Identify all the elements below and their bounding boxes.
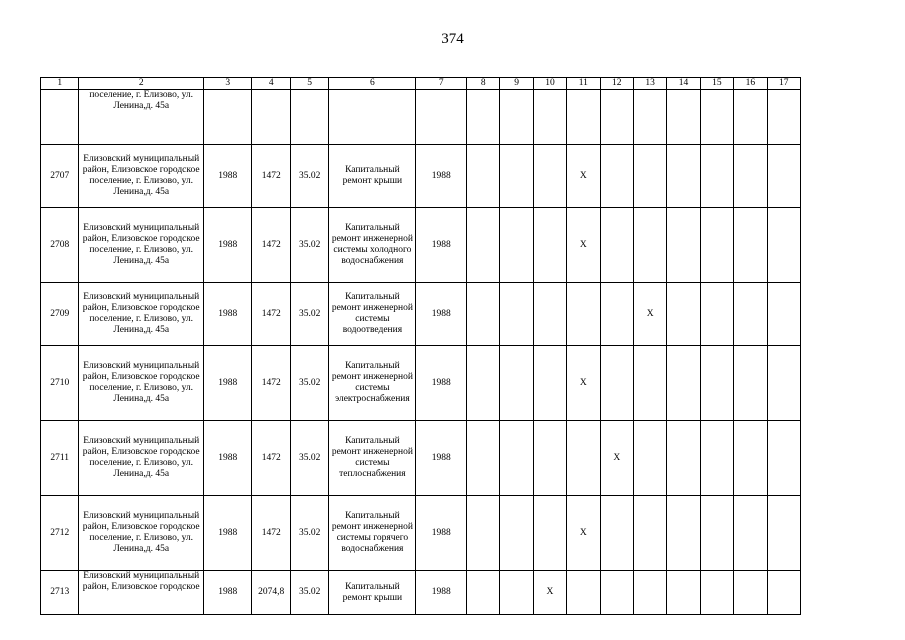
build-year-cell: 1988 xyxy=(203,346,252,421)
mark-cell-col-9 xyxy=(500,208,533,283)
column-header-5: 5 xyxy=(290,78,328,90)
mark-cell-col-17 xyxy=(767,346,800,421)
build-year-cell: 1988 xyxy=(203,208,252,283)
mark-cell-col-17 xyxy=(767,496,800,571)
code-cell: 35.02 xyxy=(290,346,328,421)
mark-cell-col-16 xyxy=(734,496,767,571)
address-cell: Елизовский муниципальный район, Елизовское городское xyxy=(79,571,203,615)
mark-cell-col-17 xyxy=(767,145,800,208)
cell xyxy=(290,90,328,145)
address-cell: Елизовский муниципальный район, Елизовское городское поселение, г. Елизово, ул. Ленина,д. 45а xyxy=(79,496,203,571)
build-year-cell: 1988 xyxy=(203,421,252,496)
year-cell: 1988 xyxy=(416,346,467,421)
mark-cell-col-8 xyxy=(467,283,500,346)
mark-cell-col-10 xyxy=(533,496,566,571)
year-cell: 1988 xyxy=(416,421,467,496)
row-number: 2712 xyxy=(41,496,79,571)
cell xyxy=(600,90,633,145)
mark-cell-col-8 xyxy=(467,145,500,208)
row-number: 2708 xyxy=(41,208,79,283)
address-cell: Елизовский муниципальный район, Елизовское городское поселение, г. Елизово, ул. Ленина,д. 45а xyxy=(79,208,203,283)
mark-cell-col-11: Х xyxy=(567,496,600,571)
work-type-cell: Капитальный ремонт инженерной системы электроснабжения xyxy=(329,346,416,421)
row-number: 2711 xyxy=(41,421,79,496)
row-number: 2713 xyxy=(41,571,79,615)
area-cell: 1472 xyxy=(252,421,290,496)
mark-cell-col-8 xyxy=(467,421,500,496)
mark-cell-col-11: Х xyxy=(567,145,600,208)
area-cell: 2074,8 xyxy=(252,571,290,615)
mark-cell-col-11 xyxy=(567,283,600,346)
code-cell: 35.02 xyxy=(290,283,328,346)
column-header-3: 3 xyxy=(203,78,252,90)
year-cell: 1988 xyxy=(416,571,467,615)
column-header-14: 14 xyxy=(667,78,700,90)
mark-cell-col-16 xyxy=(734,571,767,615)
mark-cell-col-16 xyxy=(734,346,767,421)
address-cell: поселение, г. Елизово, ул. Ленина,д. 45а xyxy=(79,90,203,145)
mark-cell-col-12 xyxy=(600,496,633,571)
table-row xyxy=(41,145,801,208)
mark-cell-col-11: Х xyxy=(567,346,600,421)
mark-cell-col-10 xyxy=(533,283,566,346)
table-row xyxy=(41,496,801,571)
code-cell: 35.02 xyxy=(290,496,328,571)
area-cell: 1472 xyxy=(252,145,290,208)
address-cell: Елизовский муниципальный район, Елизовское городское поселение, г. Елизово, ул. Ленина,д. 45а xyxy=(79,283,203,346)
mark-cell-col-15 xyxy=(700,496,733,571)
mark-cell-col-9 xyxy=(500,571,533,615)
mark-cell-col-11 xyxy=(567,421,600,496)
column-number-header xyxy=(41,78,801,90)
cell xyxy=(667,90,700,145)
mark-cell-col-15 xyxy=(700,571,733,615)
mark-cell-col-12 xyxy=(600,208,633,283)
mark-cell-col-13 xyxy=(633,208,666,283)
mark-cell-col-13 xyxy=(633,571,666,615)
mark-cell-col-10 xyxy=(533,346,566,421)
mark-cell-col-15 xyxy=(700,145,733,208)
column-header-6: 6 xyxy=(329,78,416,90)
mark-cell-col-13 xyxy=(633,346,666,421)
mark-cell-col-15 xyxy=(700,421,733,496)
work-type-cell: Капитальный ремонт крыши xyxy=(329,145,416,208)
mark-cell-col-14 xyxy=(667,145,700,208)
mark-cell-col-17 xyxy=(767,208,800,283)
work-type-cell: Капитальный ремонт инженерной системы теплоснабжения xyxy=(329,421,416,496)
build-year-cell: 1988 xyxy=(203,283,252,346)
mark-cell-col-8 xyxy=(467,208,500,283)
cell xyxy=(633,90,666,145)
cell xyxy=(329,90,416,145)
mark-cell-col-14 xyxy=(667,346,700,421)
mark-cell-col-8 xyxy=(467,571,500,615)
code-cell: 35.02 xyxy=(290,145,328,208)
mark-cell-col-16 xyxy=(734,421,767,496)
mark-cell-col-10 xyxy=(533,208,566,283)
cell xyxy=(416,90,467,145)
code-cell: 35.02 xyxy=(290,421,328,496)
mark-cell-col-13 xyxy=(633,145,666,208)
mark-cell-col-10 xyxy=(533,145,566,208)
build-year-cell: 1988 xyxy=(203,571,252,615)
column-header-4: 4 xyxy=(252,78,290,90)
column-header-8: 8 xyxy=(467,78,500,90)
area-cell: 1472 xyxy=(252,208,290,283)
column-header-7: 7 xyxy=(416,78,467,90)
mark-cell-col-14 xyxy=(667,496,700,571)
year-cell: 1988 xyxy=(416,208,467,283)
mark-cell-col-16 xyxy=(734,145,767,208)
mark-cell-col-13: Х xyxy=(633,283,666,346)
column-header-15: 15 xyxy=(700,78,733,90)
build-year-cell: 1988 xyxy=(203,145,252,208)
column-header-13: 13 xyxy=(633,78,666,90)
work-type-cell: Капитальный ремонт инженерной системы холодного водоснабжения xyxy=(329,208,416,283)
build-year-cell: 1988 xyxy=(203,496,252,571)
mark-cell-col-9 xyxy=(500,421,533,496)
column-header-2: 2 xyxy=(79,78,203,90)
cell xyxy=(203,90,252,145)
address-cell: Елизовский муниципальный район, Елизовское городское поселение, г. Елизово, ул. Ленина,д. 45а xyxy=(79,346,203,421)
table-row xyxy=(41,208,801,283)
column-header-17: 17 xyxy=(767,78,800,90)
row-number: 2710 xyxy=(41,346,79,421)
mark-cell-col-11: Х xyxy=(567,208,600,283)
page-number: 374 xyxy=(441,31,464,47)
mark-cell-col-14 xyxy=(667,208,700,283)
area-cell: 1472 xyxy=(252,283,290,346)
cell xyxy=(767,90,800,145)
mark-cell-col-9 xyxy=(500,283,533,346)
table-row xyxy=(41,571,801,615)
year-cell: 1988 xyxy=(416,145,467,208)
table-row xyxy=(41,283,801,346)
work-type-cell: Капитальный ремонт крыши xyxy=(329,571,416,615)
cell xyxy=(533,90,566,145)
cell xyxy=(500,90,533,145)
mark-cell-col-16 xyxy=(734,208,767,283)
cell xyxy=(467,90,500,145)
row-number: 2707 xyxy=(41,145,79,208)
work-type-cell: Капитальный ремонт инженерной системы водоотведения xyxy=(329,283,416,346)
register-table xyxy=(40,77,801,615)
mark-cell-col-12 xyxy=(600,145,633,208)
mark-cell-col-10: Х xyxy=(533,571,566,615)
mark-cell-col-15 xyxy=(700,208,733,283)
address-cell: Елизовский муниципальный район, Елизовское городское поселение, г. Елизово, ул. Ленина,д. 45а xyxy=(79,145,203,208)
mark-cell-col-16 xyxy=(734,283,767,346)
mark-cell-col-9 xyxy=(500,496,533,571)
cell xyxy=(567,90,600,145)
column-header-11: 11 xyxy=(567,78,600,90)
mark-cell-col-8 xyxy=(467,496,500,571)
mark-cell-col-12: Х xyxy=(600,421,633,496)
mark-cell-col-15 xyxy=(700,346,733,421)
area-cell: 1472 xyxy=(252,496,290,571)
work-type-cell: Капитальный ремонт инженерной системы горячего водоснабжения xyxy=(329,496,416,571)
area-cell: 1472 xyxy=(252,346,290,421)
mark-cell-col-14 xyxy=(667,421,700,496)
mark-cell-col-14 xyxy=(667,571,700,615)
mark-cell-col-17 xyxy=(767,283,800,346)
mark-cell-col-14 xyxy=(667,283,700,346)
code-cell: 35.02 xyxy=(290,208,328,283)
code-cell: 35.02 xyxy=(290,571,328,615)
cell xyxy=(41,90,79,145)
mark-cell-col-15 xyxy=(700,283,733,346)
mark-cell-col-8 xyxy=(467,346,500,421)
mark-cell-col-17 xyxy=(767,421,800,496)
table-row xyxy=(41,346,801,421)
mark-cell-col-9 xyxy=(500,145,533,208)
mark-cell-col-10 xyxy=(533,421,566,496)
mark-cell-col-12 xyxy=(600,283,633,346)
mark-cell-col-11 xyxy=(567,571,600,615)
mark-cell-col-9 xyxy=(500,346,533,421)
column-header-1: 1 xyxy=(41,78,79,90)
mark-cell-col-13 xyxy=(633,421,666,496)
cell xyxy=(700,90,733,145)
cell xyxy=(252,90,290,145)
year-cell: 1988 xyxy=(416,496,467,571)
mark-cell-col-13 xyxy=(633,496,666,571)
mark-cell-col-17 xyxy=(767,571,800,615)
row-number: 2709 xyxy=(41,283,79,346)
address-cell: Елизовский муниципальный район, Елизовское городское поселение, г. Елизово, ул. Ленина,д. 45а xyxy=(79,421,203,496)
year-cell: 1988 xyxy=(416,283,467,346)
column-header-12: 12 xyxy=(600,78,633,90)
table-row xyxy=(41,421,801,496)
table-row xyxy=(41,90,801,145)
column-header-16: 16 xyxy=(734,78,767,90)
cell xyxy=(734,90,767,145)
column-header-10: 10 xyxy=(533,78,566,90)
mark-cell-col-12 xyxy=(600,346,633,421)
column-header-9: 9 xyxy=(500,78,533,90)
mark-cell-col-12 xyxy=(600,571,633,615)
